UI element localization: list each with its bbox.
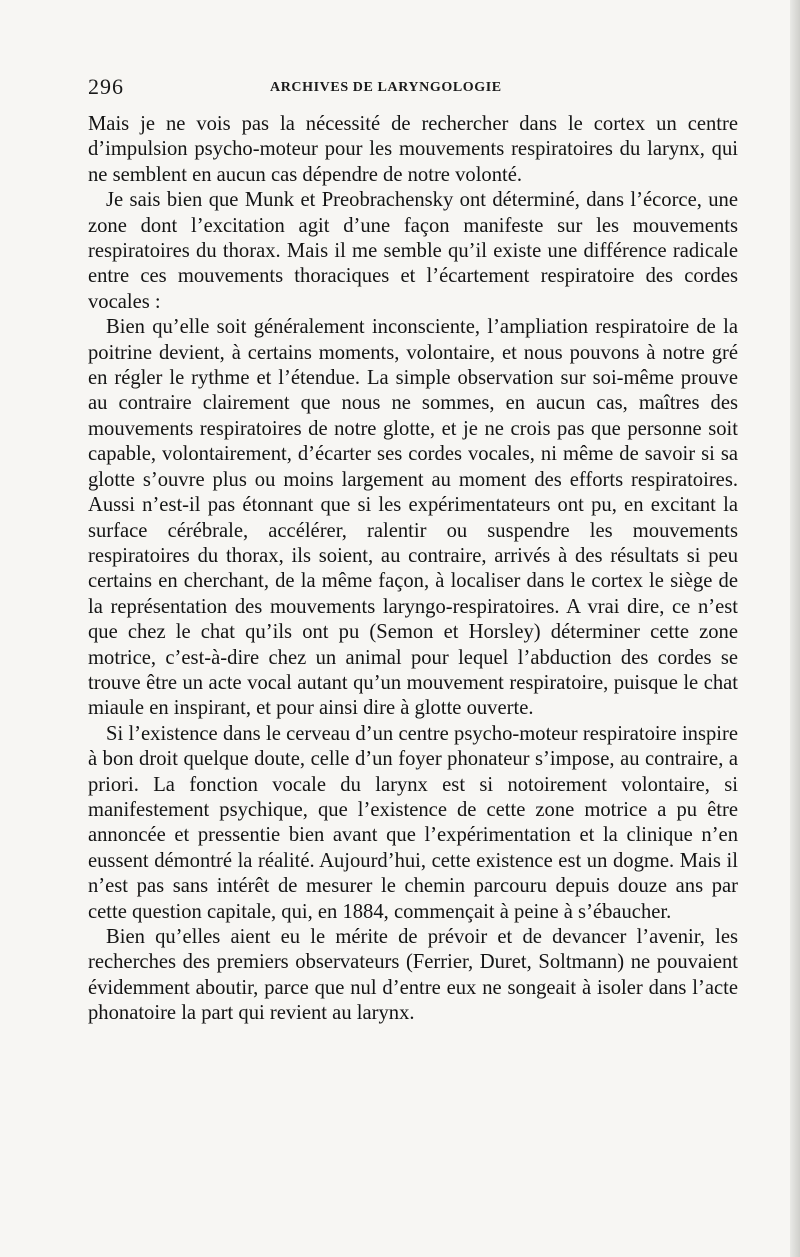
paragraph-5: Bien qu’elles aient eu le mérite de prévoir et de devancer l’avenir, les recherches des premiers observateurs (Ferrier, Duret, Soltmann) ne pouvaient évidemment aboutir, parce que nul d’entre eux ne songeait à isoler dans l’acte phonatoire la part qui revient au larynx.	[88, 926, 738, 1025]
paragraph-2: Je sais bien que Munk et Preobrachensky ont déterminé, dans l’écorce, une zone dont l’excitation agit d’une façon manifeste sur les mouvements respiratoires du thorax. Mais il me semble qu’il existe une différence radicale entre ces mouvements thoraciques et l’écartement respiratoire des cordes vocales :	[88, 189, 738, 313]
paragraph-4: Si l’existence dans le cerveau d’un centre psycho-moteur respiratoire inspire à bon droit quelque doute, celle d’un foyer phonateur s’impose, au contraire, a priori. La fonction vocale du larynx est si notoirement volontaire, si manifestement psychique, que l’existence de cette zone motrice a pu être annoncée et pressentie bien avant que l’expérimentation et la clinique n’en eussent démontré la réalité. Aujourd’hui, cette existence est un dogme. Mais il n’est pas sans intérêt de mesurer le chemin parcouru depuis douze ans par cette question capitale, qui, en 1884, commençait à peine à s’ébaucher.	[88, 722, 738, 923]
page-header	[88, 74, 748, 104]
paragraph-3: Bien qu’elle soit généralement inconsciente, l’ampliation respiratoire de la poitrine devient, à certains moments, volontaire, et nous pouvons à notre gré en régler le rythme et l’étendue. La simple observation sur soi-même prouve au contraire clairement que nous ne sommes, en aucun cas, maîtres des mouvements respiratoires de notre glotte, et je ne crois pas que personne soit capable, volontairement, d’écarter ses cordes vocales, ni même de savoir si sa glotte s’ouvre plus ou moins largement au moment des efforts respiratoires. Aussi n’est-il pas étonnant que si les expérimentateurs ont pu, en excitant la surface cérébrale, accélérer, ralentir ou suspendre les mouvements respiratoires du thorax, ils soient, au contraire, arrivés à des résultats si peu certains en cherchant, de la même façon, à localiser dans le cortex le siège de la représentation des mouvements laryngo-respiratoires. A vrai dire, ce n’est que chez le chat qu’ils ont pu (Semon et Horsley) déterminer cette zone motrice, c’est-à-dire chez un animal pour lequel l’abduction des cordes se trouve être un acte vocal autant qu’un mouvement respiratoire, puisque le chat miaule en inspirant, et pour ainsi dire à glotte ouverte.	[88, 316, 738, 720]
paragraph-1: Mais je ne vois pas la nécessité de rechercher dans le cortex un centre d’impulsion psycho-moteur pour les mouvements respiratoires du larynx, qui ne semblent en aucun cas dépendre de notre volonté.	[88, 113, 738, 186]
running-head: ARCHIVES DE LARYNGOLOGIE	[270, 80, 502, 95]
page-number: 296	[88, 74, 124, 99]
page-edge-shadow	[790, 0, 800, 1257]
body-text	[88, 112, 738, 1027]
